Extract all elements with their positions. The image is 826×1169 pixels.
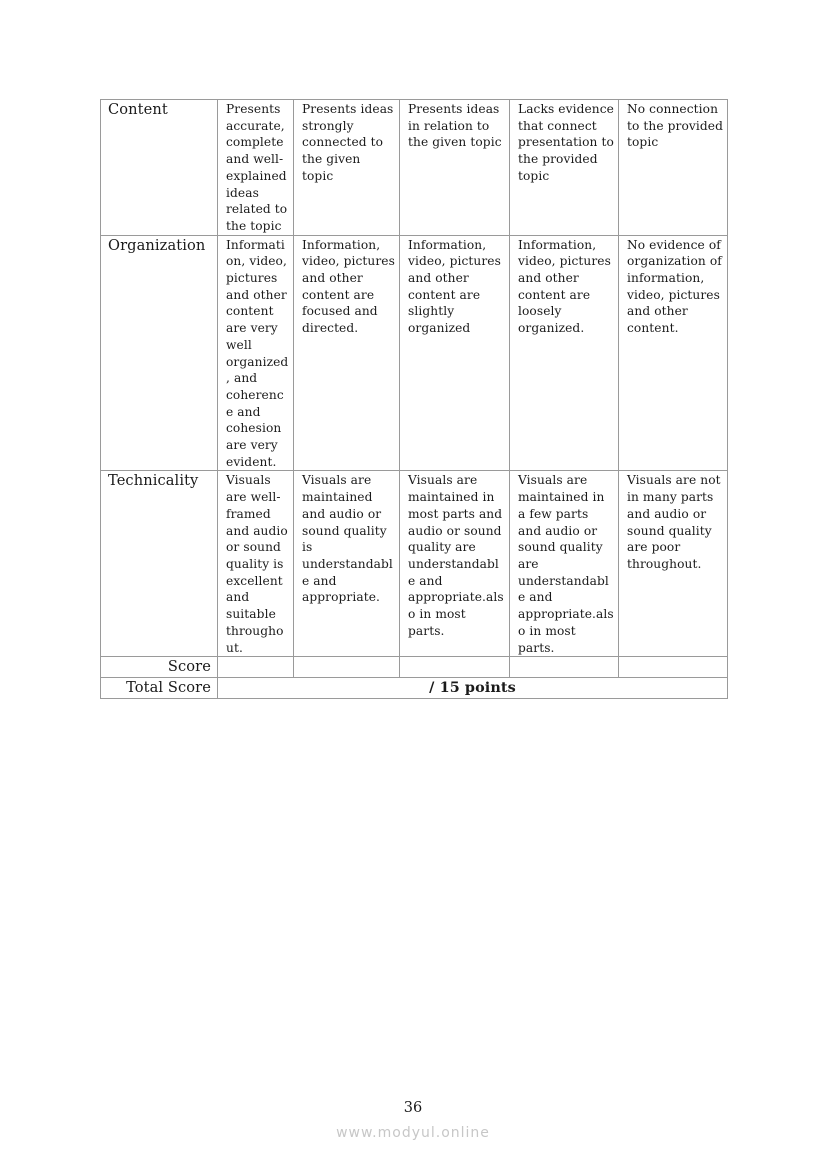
criterion-organization: Organization bbox=[101, 235, 218, 471]
score-cell bbox=[294, 657, 400, 678]
score-row bbox=[101, 657, 728, 678]
rubric-cell: No evidence of organization of information, video, pictures and other content. bbox=[619, 235, 728, 471]
rubric-cell: Visuals are not in many parts and audio or sound quality are poor throughout. bbox=[619, 471, 728, 657]
rubric-row-content bbox=[101, 100, 728, 236]
rubric-cell: No connection to the provided topic bbox=[619, 100, 728, 236]
rubric-cell: Information, video, pictures and other content are very well organized, and coherence and cohesion are very evident. bbox=[218, 235, 294, 471]
page-number: 36 bbox=[403, 1100, 423, 1116]
watermark: www.modyul.online bbox=[336, 1125, 490, 1141]
score-cell bbox=[218, 657, 294, 678]
rubric-cell: Information, video, pictures and other content are loosely organized. bbox=[510, 235, 619, 471]
score-cell bbox=[400, 657, 510, 678]
rubric-table bbox=[100, 99, 728, 699]
rubric-cell: Visuals are maintained and audio or sound quality is understandable and appropriate. bbox=[294, 471, 400, 657]
rubric-cell: Visuals are maintained in most parts and audio or sound quality are understandable and appropriate.also in most parts. bbox=[400, 471, 510, 657]
rubric-row-technicality bbox=[101, 471, 728, 657]
rubric-cell: Information, video, pictures and other content are focused and directed. bbox=[294, 235, 400, 471]
score-cell bbox=[510, 657, 619, 678]
rubric-cell: Presents accurate, complete and well-explained ideas related to the topic bbox=[218, 100, 294, 236]
total-score-value: / 15 points bbox=[218, 678, 728, 699]
score-label: Score bbox=[101, 657, 218, 678]
total-score-label: Total Score bbox=[101, 678, 218, 699]
criterion-technicality: Technicality bbox=[101, 471, 218, 657]
rubric-cell: Presents ideas in relation to the given topic bbox=[400, 100, 510, 236]
rubric-cell: Presents ideas strongly connected to the given topic bbox=[294, 100, 400, 236]
rubric-cell: Visuals are maintained in a few parts and audio or sound quality are understandable and appropriate.also in most parts. bbox=[510, 471, 619, 657]
criterion-content: Content bbox=[101, 100, 218, 236]
rubric-row-organization bbox=[101, 235, 728, 471]
rubric-cell: Visuals are well-framed and audio or sound quality is excellent and suitable throughout. bbox=[218, 471, 294, 657]
score-cell bbox=[619, 657, 728, 678]
rubric-cell: Information, video, pictures and other content are slightly organized bbox=[400, 235, 510, 471]
total-score-row bbox=[101, 678, 728, 699]
rubric-cell: Lacks evidence that connect presentation to the provided topic bbox=[510, 100, 619, 236]
